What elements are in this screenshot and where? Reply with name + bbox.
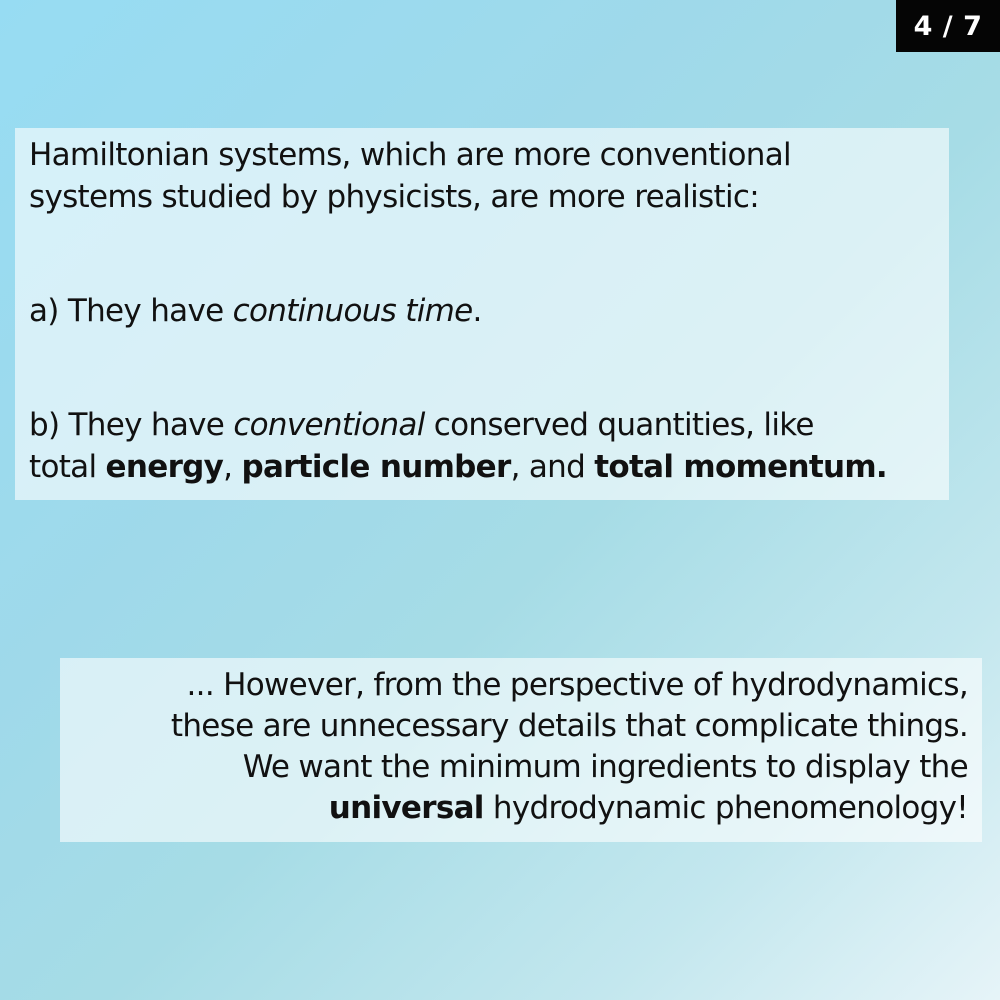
- hamiltonian-systems-box: [15, 128, 949, 500]
- particle-number-term: particle number: [241, 449, 511, 485]
- point-b-line2-lead: total: [29, 449, 106, 485]
- separator-1: ,: [223, 449, 242, 485]
- spacer: [29, 218, 935, 290]
- hydrodynamics-note-box: [60, 658, 982, 842]
- note-line-4-rest: hydrodynamic phenomenology!: [483, 790, 968, 826]
- point-b-line-2: [29, 446, 935, 488]
- point-b-prefix: b) They have: [29, 407, 234, 443]
- note-line-1: ... However, from the perspective of hydrodynamics,: [186, 667, 968, 703]
- point-a: [29, 290, 935, 332]
- point-b-line1-rest: conserved quantities, like: [424, 407, 814, 443]
- point-a-prefix: a) They have: [29, 293, 233, 329]
- universal-term: universal: [328, 790, 484, 826]
- intro-line-1: Hamiltonian systems, which are more conventional: [29, 137, 791, 173]
- separator-2: , and: [510, 449, 595, 485]
- point-b-emphasis: conventional: [233, 407, 425, 443]
- note-line-2: these are unnecessary details that complicate things.: [170, 708, 968, 744]
- note-line-3: We want the minimum ingredients to display the: [242, 749, 968, 785]
- spacer: [29, 332, 935, 404]
- total-momentum-term: total momentum.: [594, 449, 887, 485]
- intro-line-2: systems studied by physicists, are more realistic:: [29, 179, 759, 215]
- energy-term: energy: [105, 449, 224, 485]
- point-a-emphasis: continuous time: [232, 293, 473, 329]
- note-line-4: [70, 788, 968, 829]
- point-b-line-1: [29, 404, 935, 446]
- point-a-suffix: .: [472, 293, 482, 329]
- page-indicator: 4 / 7: [896, 0, 1000, 52]
